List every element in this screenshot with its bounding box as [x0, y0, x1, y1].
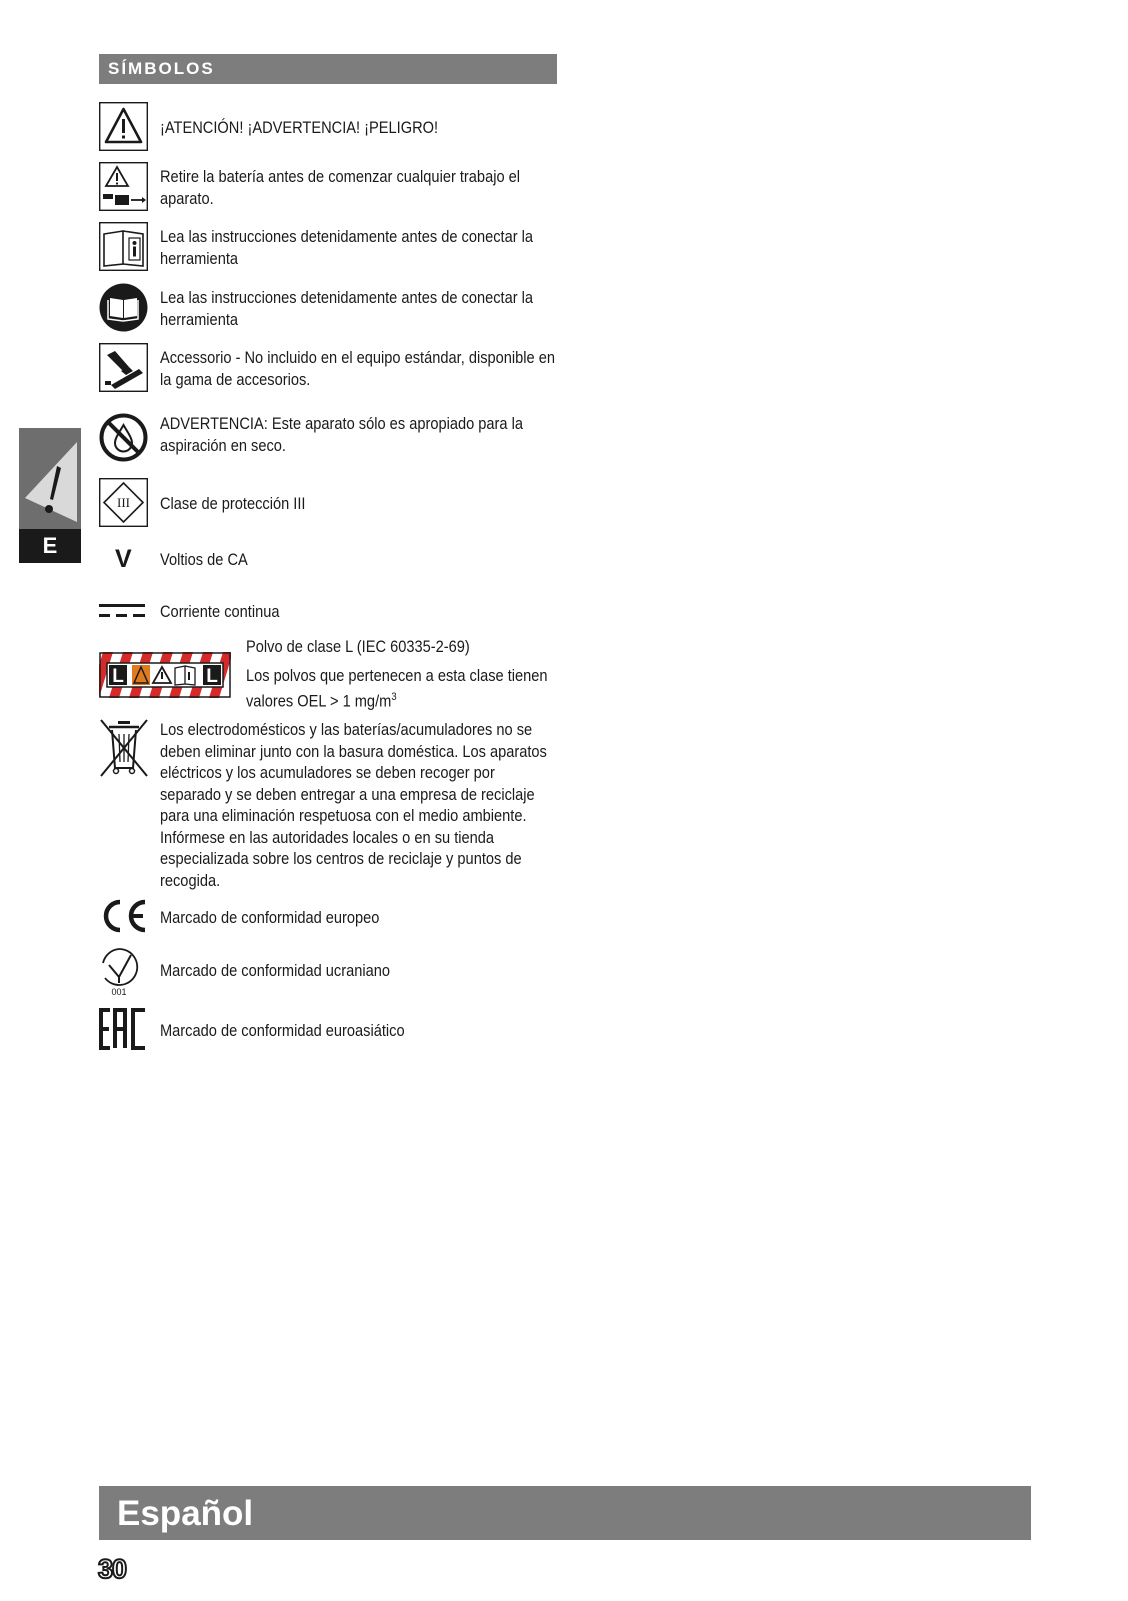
- section-title: SÍMBOLOS: [108, 59, 215, 78]
- symbol-text: Los electrodomésticos y las baterías/acumuladores no se deben eliminar junto con la basura doméstica. Los aparatos eléctricos y los acumuladores se deben recoger por separado y se deben entregar a una empresa de reciclaje para una eliminación respetuosa con el medio ambiente. Infórmese en las autoridades locales o en su tienda especializada sobre los centros de reciclaje y puntos de recogida.: [160, 720, 547, 890]
- symbol-text: Voltios de CA: [160, 550, 248, 569]
- language-footer-bar: [99, 1486, 1031, 1540]
- accessory-icon: [99, 343, 148, 392]
- read-manual-book-icon: [99, 283, 148, 332]
- no-wet-vacuum-icon: [99, 413, 148, 462]
- symbol-text: Marcado de conformidad europeo: [160, 908, 380, 927]
- symbol-text: Clase de protección III: [160, 494, 306, 513]
- warning-triangle-icon: [99, 102, 148, 151]
- symbol-text: Retire la batería antes de comenzar cualquier trabajo el aparato.: [160, 167, 521, 208]
- oel-text: Los polvos que pertenecen a esta clase tienen valores OEL > 1 mg/m: [246, 666, 548, 711]
- ukr-code: 001: [111, 987, 127, 997]
- ukrainian-mark-icon: [99, 945, 139, 997]
- eac-mark-icon: [99, 1008, 148, 1050]
- class-iii-label: III: [117, 495, 130, 510]
- symbol-text: Marcado de conformidad ucraniano: [160, 961, 390, 980]
- symbol-text: ¡ATENCIÓN! ¡ADVERTENCIA! ¡PELIGRO!: [160, 118, 439, 137]
- warning-exclamation-icon: [21, 438, 79, 528]
- protection-class-iii-icon: [99, 478, 148, 527]
- language-side-tab: [19, 428, 81, 563]
- symbol-text: Lea las instrucciones detenidamente antes de conectar la herramienta: [160, 288, 534, 329]
- symbol-text: Lea las instrucciones detenidamente antes de conectar la herramienta: [160, 227, 534, 268]
- dust-class-l-icon: [99, 652, 231, 698]
- symbol-text: Accessorio - No incluido en el equipo estándar, disponible en la gama de accesorios.: [160, 348, 555, 389]
- dust-class-label: L: [206, 666, 218, 687]
- symbol-text: Marcado de conformidad euroasiático: [160, 1021, 405, 1040]
- symbol-text: Corriente continua: [160, 602, 280, 621]
- symbol-text: ADVERTENCIA: Este aparato sólo es apropiado para la aspiración en seco.: [160, 414, 523, 455]
- language-letter: E: [19, 529, 81, 563]
- remove-battery-icon: [99, 162, 148, 211]
- page-number: 30: [98, 1554, 127, 1584]
- symbol-text: Polvo de clase L (IEC 60335-2-69): [246, 637, 470, 656]
- weee-bin-icon: [99, 718, 149, 778]
- read-manual-info-icon: [99, 222, 148, 271]
- symbol-text-oel: [246, 665, 573, 712]
- section-header: [99, 54, 557, 84]
- volts-ac-icon: V: [115, 545, 132, 573]
- direct-current-icon: [99, 604, 145, 618]
- oel-superscript: 3: [391, 690, 397, 703]
- language-label: Español: [117, 1494, 254, 1533]
- svg-text:L: L: [112, 666, 124, 687]
- ce-mark-icon: [99, 898, 149, 934]
